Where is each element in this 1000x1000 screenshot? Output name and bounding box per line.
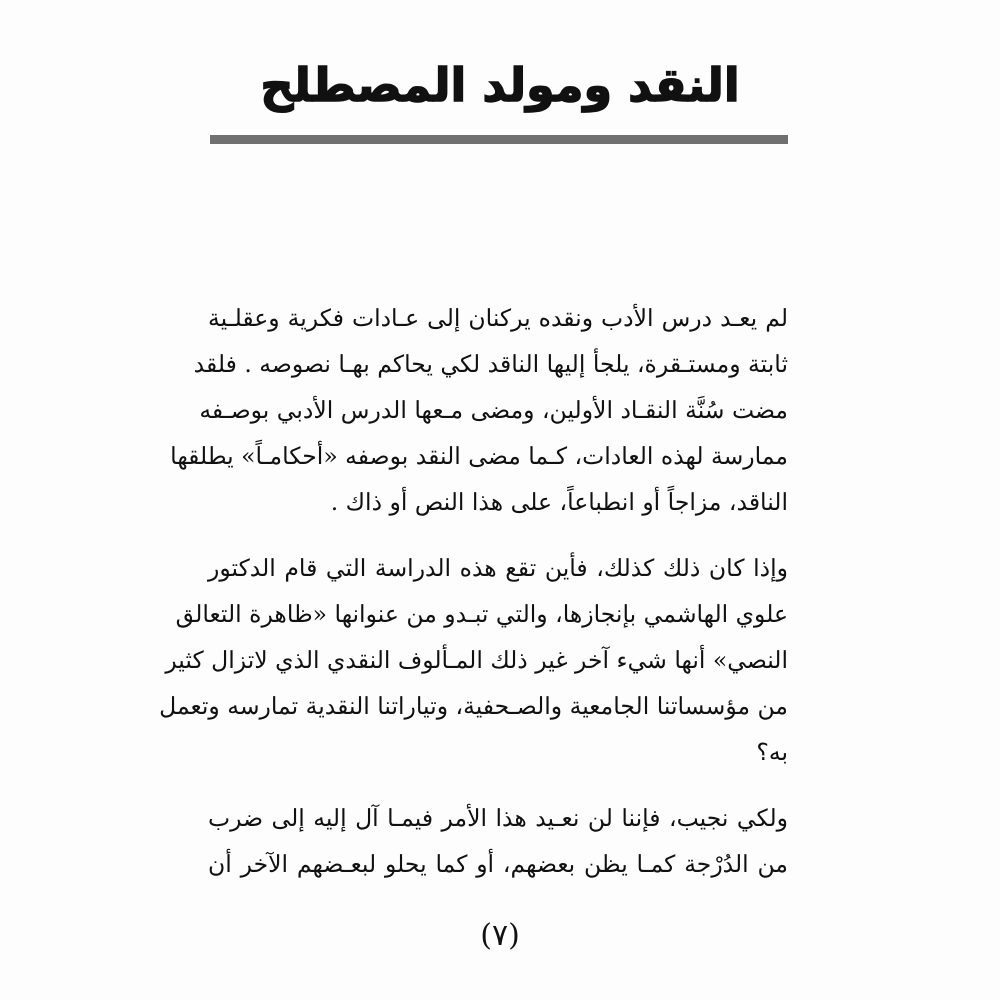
text-line: ولكي نجيب، فإننا لن نعـيد هذا الأمر فيمـا آل إليه إلى ضرب — [208, 804, 788, 832]
text-line: ثابتة ومستـقرة، يلجأ إليها الناقد لكي يحاكم بهـا نصوصه . فلقد — [193, 350, 788, 378]
text-line: الناقد، مزاجاً أو انطباعاً، على هذا النص أو ذاك . — [330, 488, 788, 516]
text-line: ممارسة لهذه العادات، كـما مضى النقد بوصفه «أحكامـاً» يطلقها — [170, 442, 788, 470]
paragraph-3 — [208, 795, 788, 887]
text-line: علوي الهاشمي بإنجازها، والتي تبـدو من عنوانها «ظاهرة التعالق — [175, 600, 788, 628]
chapter-title: النقد ومولد المصطلح — [260, 58, 740, 112]
text-line: مضت سُنَّة النقـاد الأولين، ومضى مـعها الدرس الأدبي بوصـفه — [199, 396, 788, 424]
body-text — [159, 295, 788, 907]
page-number: (٧) — [480, 918, 520, 953]
paragraph-1 — [170, 295, 788, 525]
paragraph-2 — [159, 545, 788, 775]
text-line: به؟ — [756, 738, 788, 766]
title-underline-rule — [210, 135, 788, 144]
text-line: لم يعـد درس الأدب ونقده يركنان إلى عـادات فكرية وعقلـية — [208, 304, 788, 332]
text-line: النصي» أنها شيء آخر غير ذلك المـألوف النقدي الذي لاتزال كثير — [165, 646, 788, 674]
text-line: من الدُرْجة كمـا يظن بعضهم، أو كما يحلو لبعـضهم الآخر أن — [208, 850, 788, 878]
text-line: وإذا كان ذلك كذلك، فأين تقع هذه الدراسة التي قام الدكتور — [208, 554, 788, 582]
text-line: من مؤسساتنا الجامعية والصـحفية، وتياراتنا النقدية تمارسه وتعمل — [159, 692, 788, 720]
